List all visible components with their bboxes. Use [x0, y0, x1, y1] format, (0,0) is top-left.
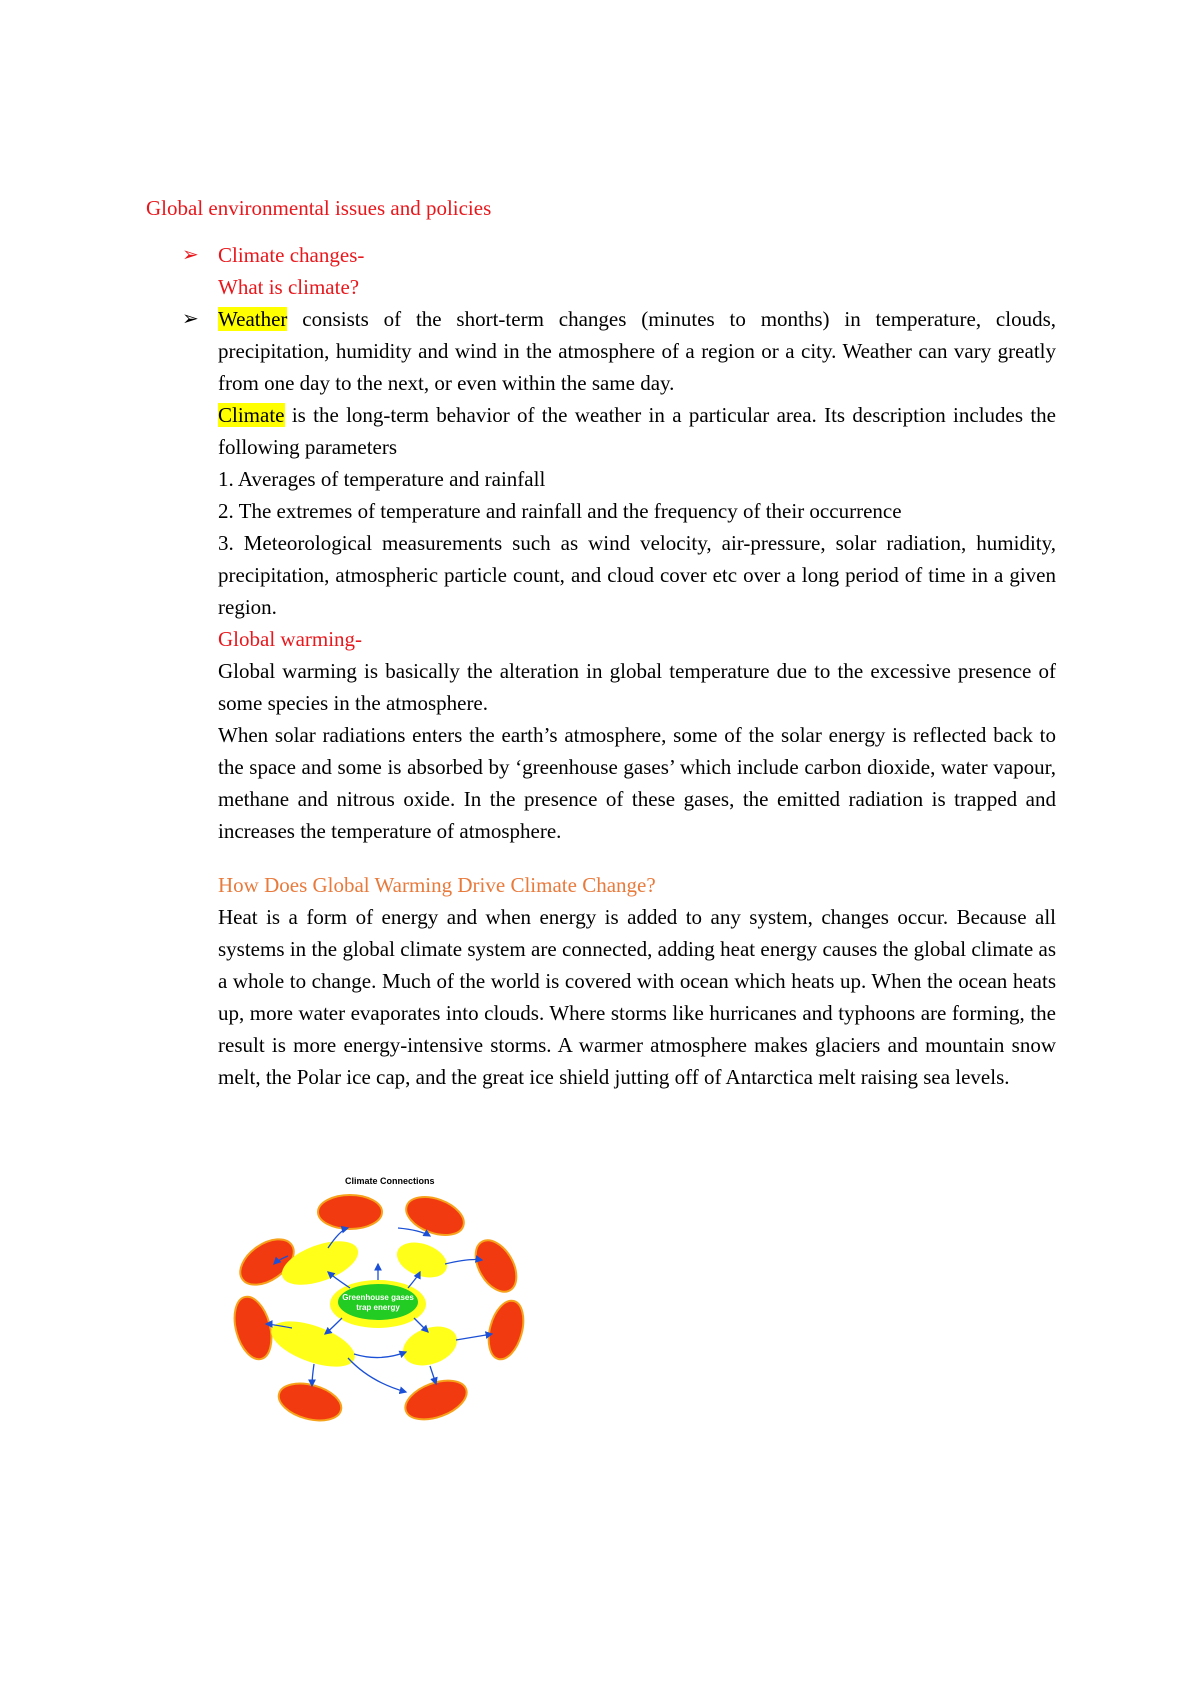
inner-node	[398, 1320, 463, 1373]
inner-node	[392, 1236, 452, 1284]
parameter-item: 2. The extremes of temperature and rainfall and the frequency of their occurrence	[218, 499, 902, 523]
what-is-climate-heading: What is climate?	[218, 275, 360, 299]
outer-node	[401, 1190, 469, 1242]
outer-node	[318, 1195, 382, 1229]
parameter-item: 1. Averages of temperature and rainfall	[218, 467, 546, 491]
climate-connections-diagram	[230, 1168, 530, 1428]
climate-paragraph: Climate is the long-term behavior of the weather in a particular area. Its description includes the following parameters	[218, 403, 1056, 459]
outer-node	[275, 1377, 346, 1426]
weather-term-highlight: Weather	[218, 307, 288, 331]
outer-node	[467, 1233, 524, 1298]
weather-paragraph: Weather consists of the short-term changes (minutes to months) in temperature, clouds, precipitation, humidity and wind in the atmosphere of a region or a city. Weather can vary greatly from one day to the next, or even within the same day.	[218, 307, 1056, 395]
global-warming-paragraph: When solar radiations enters the earth’s atmosphere, some of the solar energy is reflected back to the space and some is absorbed by ‘greenhouse gases’ which include carbon dioxide, water vapour, methane and nitrous oxide. In the presence of these gases, the emitted radiation is trapped and increases the temperature of atmosphere.	[218, 723, 1056, 843]
climate-changes-heading: ➢ Climate changes-	[218, 239, 1056, 271]
diagram-svg	[230, 1168, 530, 1428]
global-warming-heading: Global warming-	[218, 627, 363, 651]
center-label: trap energy	[356, 1303, 400, 1312]
how-paragraph: Heat is a form of energy and when energy is added to any system, changes occur. Because all systems in the global climate system are connected, adding heat energy causes the global climate as a whole to change. Much of the world is covered with ocean which heats up. When the ocean heats up, more water evaporates into clouds. Where storms like hurricanes and typhoons are forming, the result is more energy-intensive storms. A warmer atmosphere makes glaciers and mountain snow melt, the Polar ice cap, and the great ice shield jutting off of Antarctica melt raising sea levels.	[218, 905, 1056, 1089]
center-node	[338, 1284, 418, 1320]
outer-node	[230, 1293, 278, 1364]
arrow-bullet-icon: ➢	[182, 308, 199, 330]
page-title: Global environmental issues and policies	[146, 196, 492, 220]
outer-node	[400, 1373, 472, 1427]
outer-node	[483, 1297, 529, 1363]
how-heading: How Does Global Warming Drive Climate Change?	[218, 873, 656, 897]
parameter-item: 3. Meteorological measurements such as wind velocity, air-pressure, solar radiation, humidity, precipitation, atmospheric particle count, and cloud cover etc over a long period of time in a given region.	[218, 531, 1056, 619]
climate-term-highlight: Climate	[218, 403, 285, 427]
arrow-bullet-icon: ➢	[182, 244, 199, 266]
diagram-title: Climate Connections	[345, 1176, 435, 1186]
document-body	[182, 239, 1056, 1093]
weather-bullet	[182, 303, 1056, 399]
global-warming-paragraph: Global warming is basically the alteration in global temperature due to the excessive presence of some species in the atmosphere.	[218, 659, 1056, 715]
center-label: Greenhouse gases	[342, 1293, 414, 1302]
